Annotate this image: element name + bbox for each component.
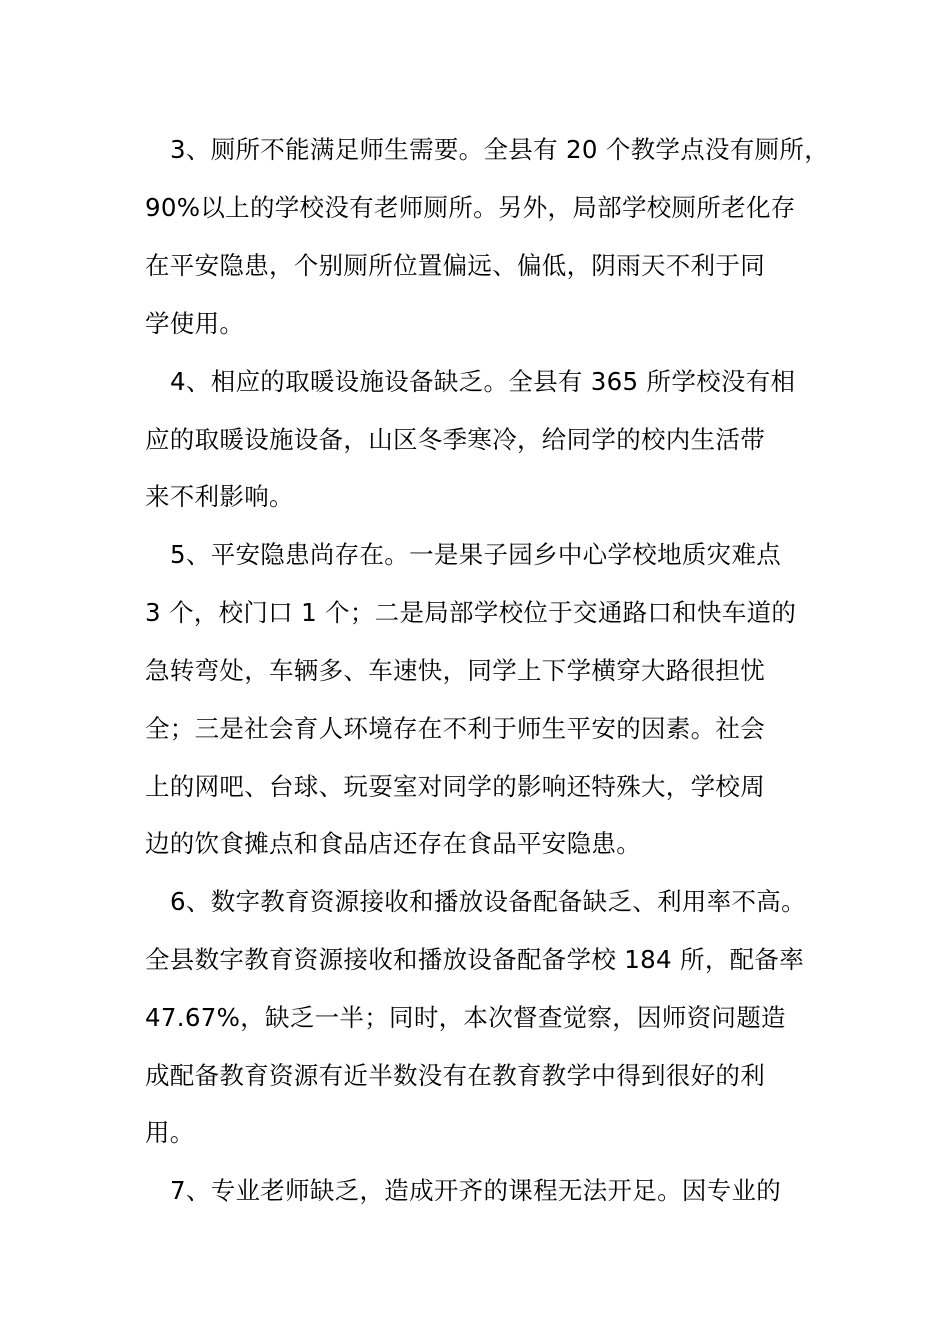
paragraph-7-line-1: 7、专业老师缺乏，造成开齐的课程无法开足。因专业的 [170,1176,782,1205]
paragraph-4-line-3: 来不利影响。 [145,482,294,511]
paragraph-5-line-1: 5、平安隐患尚存在。一是果子园乡中心学校地质灾难点 [170,540,782,569]
paragraph-6-line-2: 全县数字教育资源接收和播放设备配备学校 184 所，配备率 [145,945,805,974]
paragraph-5-line-5: 上的网吧、台球、玩耍室对同学的影响还特殊大，学校周 [145,772,765,801]
paragraph-5-line-4: 全；三是社会育人环境存在不利于师生平安的因素。社会 [145,714,765,743]
paragraph-6-line-1: 6、数字教育资源接收和播放设备配备缺乏、利用率不高。 [170,887,806,916]
paragraph-5-line-3: 急转弯处，车辆多、车速快，同学上下学横穿大路很担忧 [145,656,765,685]
paragraph-6-line-5: 用。 [145,1118,195,1147]
paragraph-5-line-6: 边的饮食摊点和食品店还存在食品平安隐患。 [145,829,641,858]
paragraph-6-line-3: 47.67%，缺乏一半；同时，本次督查觉察，因师资问题造 [145,1003,786,1032]
paragraph-3-line-1: 3、厕所不能满足师生需要。全县有 20 个教学点没有厕所， [170,135,830,164]
paragraph-4-line-2: 应的取暖设施设备，山区冬季寒冷，给同学的校内生活带 [145,425,765,454]
paragraph-3-line-3: 在平安隐患，个别厕所位置偏远、偏低，阴雨天不利于同 [145,251,765,280]
paragraph-3-line-4: 学使用。 [145,309,245,338]
paragraph-3-line-2: 90%以上的学校没有老师厕所。另外，局部学校厕所老化存 [145,193,796,222]
paragraph-4-line-1: 4、相应的取暖设施设备缺乏。全县有 365 所学校没有相 [170,367,796,396]
paragraph-6-line-4: 成配备教育资源有近半数没有在教育教学中得到很好的利 [145,1061,765,1090]
paragraph-5-line-2: 3 个，校门口 1 个；二是局部学校位于交通路口和快车道的 [145,598,797,627]
